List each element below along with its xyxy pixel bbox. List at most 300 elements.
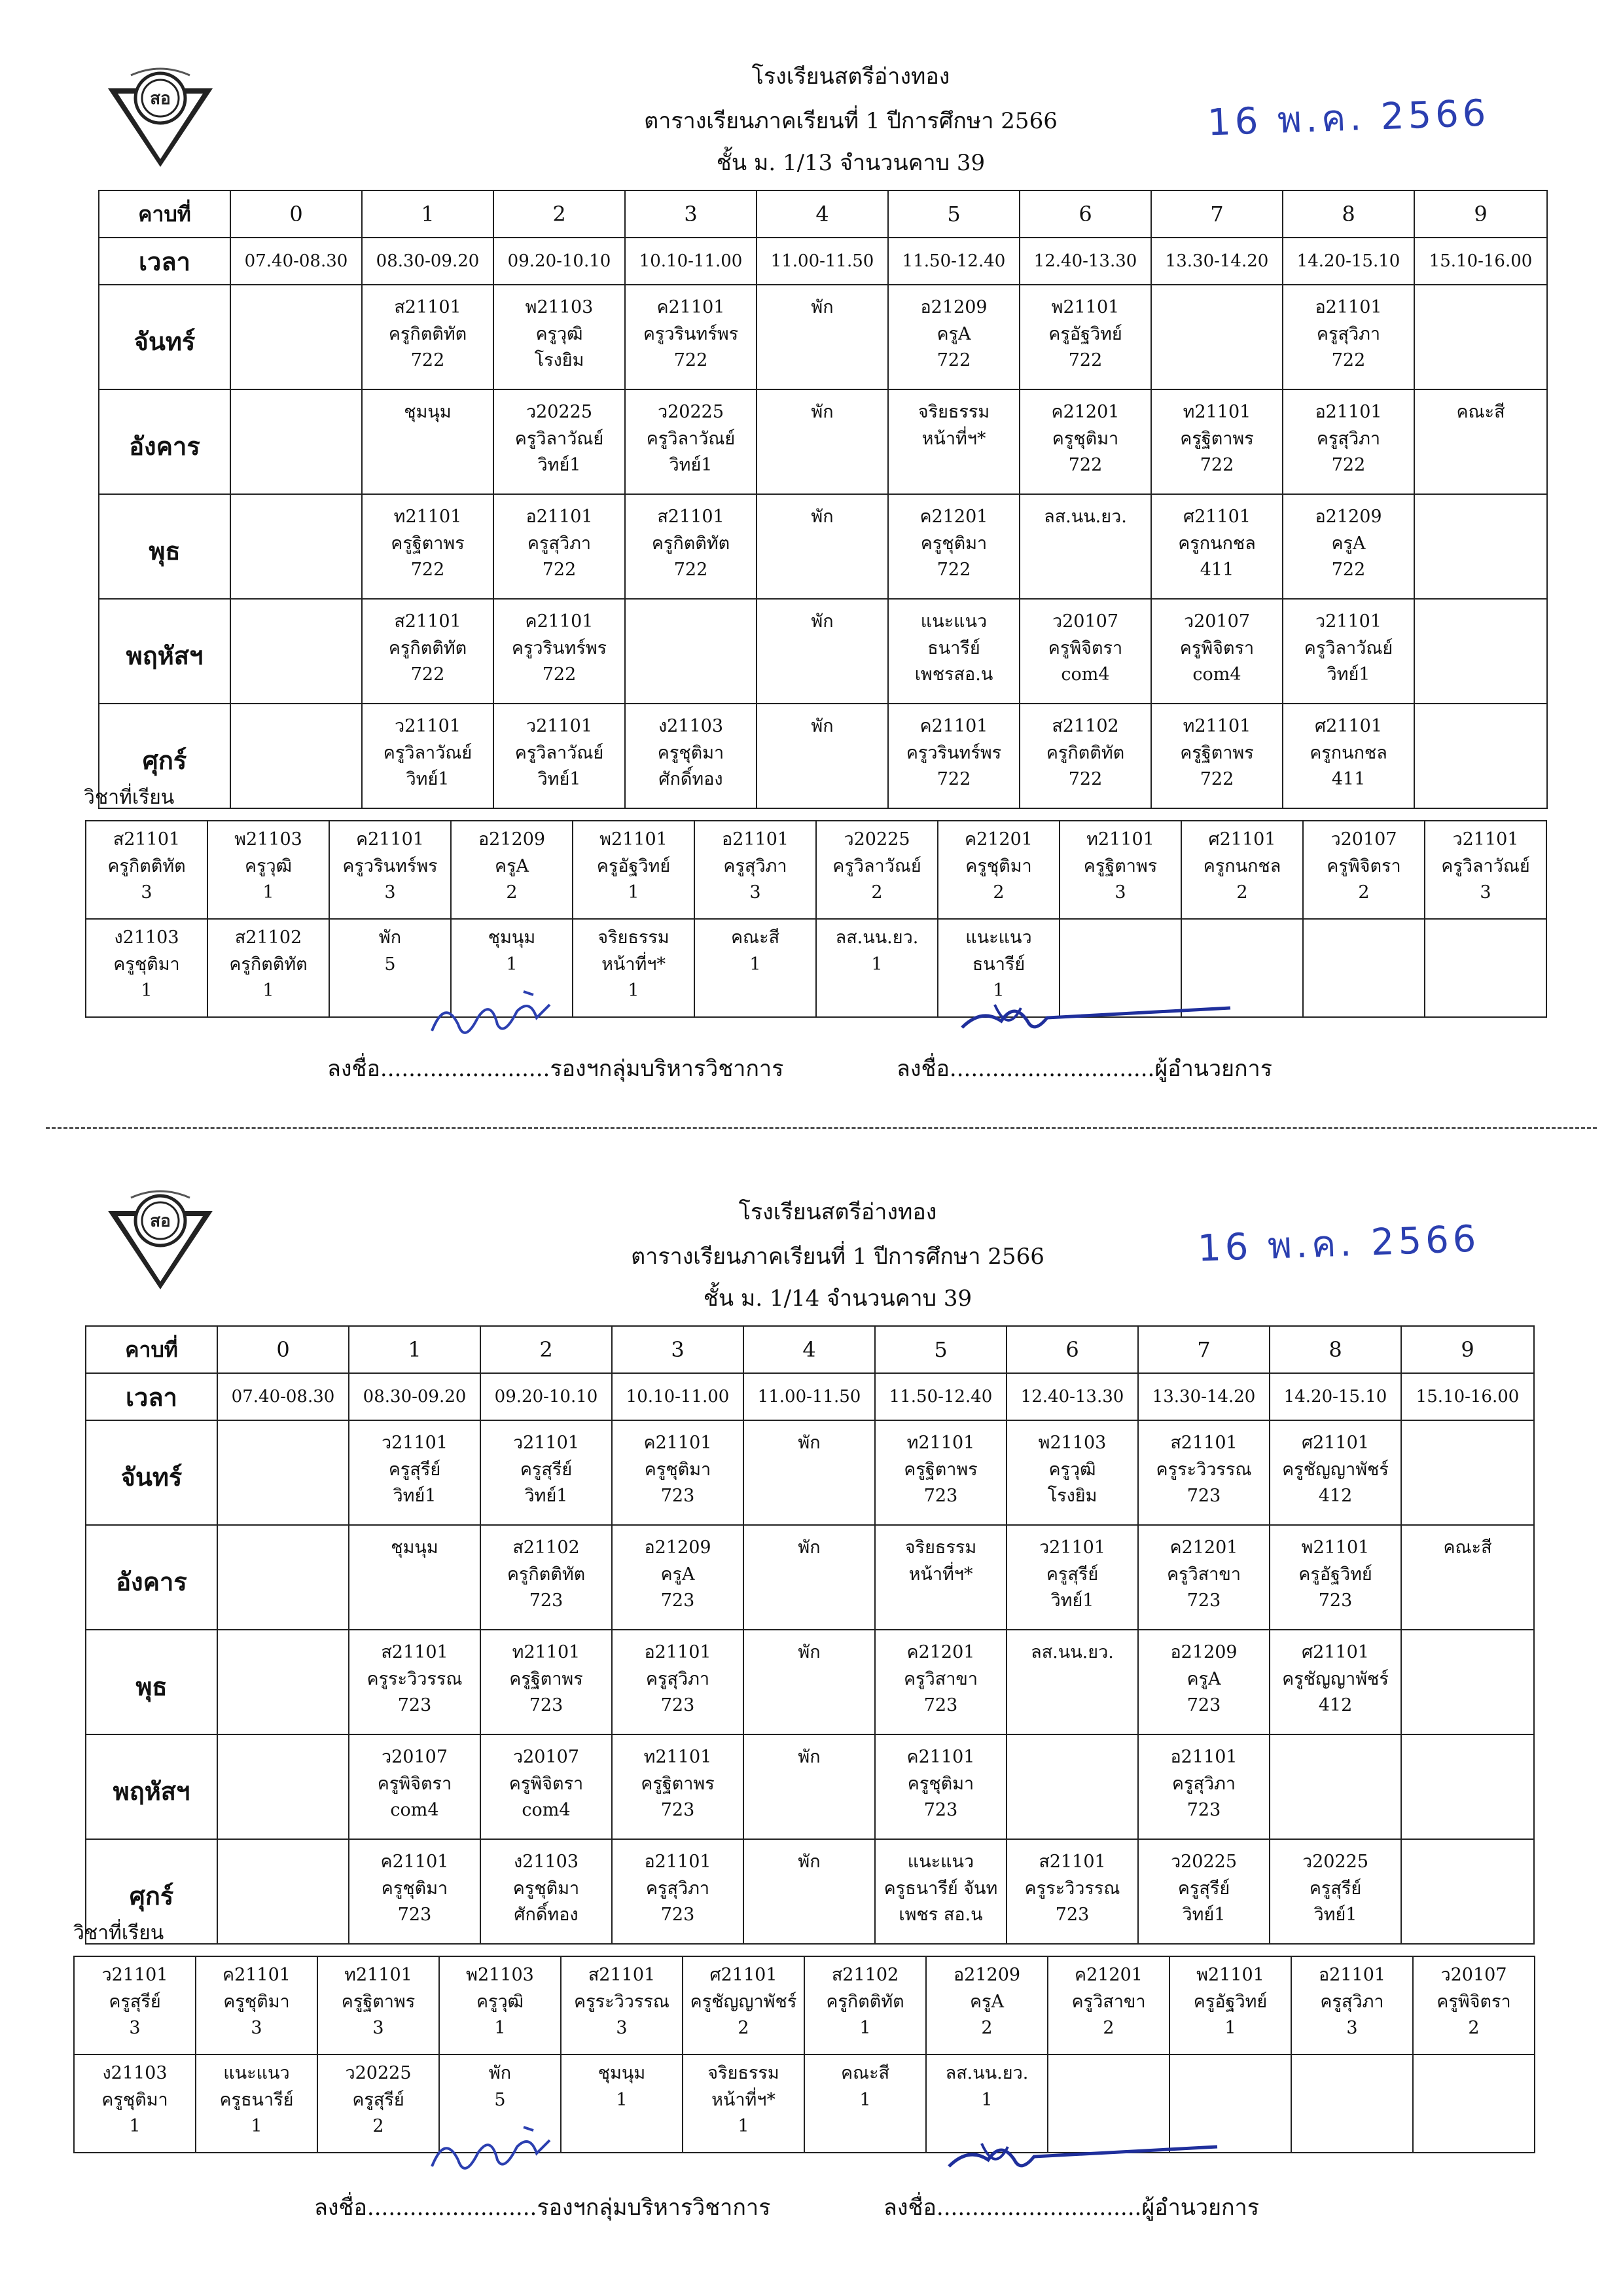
cell-text: ว21101 [1039,1537,1106,1558]
cell-text: ว20107 [512,1747,580,1767]
day-row [86,1420,1534,1525]
cell-text: 722 [542,664,577,685]
cell-text: ส21101 [394,297,461,317]
cell-text: ว20225 [1302,1852,1369,1872]
cell-text: ครูพิจิตรา [1048,637,1123,658]
period-number [757,190,888,238]
cell-text: ครูกิตติทัต [388,637,467,658]
cell-text: 3 [141,882,152,903]
cell-text: พัก [378,927,402,948]
subject-cell [804,1956,926,2054]
cell-text: ศ21101 [1301,1433,1370,1453]
cell-text: ธนารีย์ [972,954,1026,975]
schedule-cell [480,1630,612,1734]
schedule-cell [349,1734,480,1839]
schedule-cell [1414,494,1547,599]
cell-text: 722 [936,560,971,580]
cell-text: โรงยิม [534,350,584,370]
period-number [1270,1326,1401,1373]
cell-text: ท21101 [1183,716,1251,736]
cell-text: ส21101 [113,829,181,850]
subject-cell [694,919,816,1017]
schedule-cell [743,1734,875,1839]
term-title: ตารางเรียนภาคเรียนที่ 1 ปีการศึกษา 2566 [644,108,1058,134]
cell-text: ครูพิจิตรา [377,1773,452,1794]
director-signature [955,995,1237,1047]
cell-text: ครูชุติมา [113,954,180,975]
schedule-cell [230,389,362,494]
day-name [99,285,230,389]
cell-text: ครูชุติมา [1052,428,1119,449]
cell-text: อ21101 [1318,1965,1386,1985]
cell-text: ชุมนุม [404,402,452,422]
cell-text: 2 [981,2018,993,2038]
cell-text: 4 [815,202,829,226]
schedule-cell [612,1420,743,1525]
cell-text: ว21101 [1315,611,1382,632]
cell-text: com4 [1061,664,1110,685]
cell-text: ครูกิตติทัต [507,1564,586,1585]
schedule-cell [1270,1525,1401,1630]
cell-text: 722 [1068,769,1103,789]
cell-text: ครูพิจิตรา [1327,855,1401,876]
cell-text: 2 [1468,2018,1480,2038]
cell-text: ส21101 [394,611,461,632]
cell-text: ครูสุรีย์ [1177,1878,1230,1899]
time-slot [1138,1373,1270,1420]
cell-text: ครูฐิตาพร [1180,428,1254,449]
cell-text: เพชร สอ.น [899,1905,983,1925]
schedule-cell [757,704,888,808]
cell-text: ครูสุวิภา [723,855,787,876]
cell-text: ค21201 [965,829,1033,850]
school-name: โรงเรียนสตรีอ่างทอง [751,63,950,90]
schedule-cell [1414,599,1547,704]
cell-text: ค21101 [656,297,725,317]
cell-text: หน้าที่ฯ* [908,1564,973,1585]
cell-text: 1 [262,882,274,903]
cell-text: 723 [660,1800,695,1820]
cell-text: พ21103 [234,829,302,850]
cell-text: ครูฐิตาพร [509,1668,583,1689]
cell-text: เพชรสอ.น [914,664,993,685]
cell-text: 722 [1331,350,1366,370]
schedule-cell [1283,389,1414,494]
schedule-cell [1138,1525,1270,1630]
cell-text: วิทย์1 [1182,1905,1226,1925]
cell-text: 723 [660,1486,695,1506]
cell-text: ครูอัฐวิทย์ [1298,1564,1372,1585]
cell-text: ท21101 [344,1965,412,1985]
schedule-cell [757,599,888,704]
cell-text: ครูอัฐวิทย์ [1193,1991,1268,2012]
schedule-cell [362,704,493,808]
cell-text: 3 [129,2018,141,2038]
cell-text: หน้าที่ฯ* [601,954,666,975]
period-number [230,190,362,238]
cell-text: วิทย์1 [406,769,450,789]
cell-text: 7 [1197,1337,1211,1362]
cell-text: ค21201 [1051,402,1120,422]
cell-text: ศ21101 [1183,507,1251,527]
cell-text: ครูA [660,1564,695,1585]
cell-text: พ21101 [1301,1537,1370,1558]
day-row [99,285,1547,389]
date-stamp: 16 พ.ค. 2566 [1197,1217,1481,1270]
cell-text: 5 [384,954,396,975]
cell-text: ครูชุติมา [907,1773,974,1794]
subject-cell [1048,1956,1169,2054]
cell-text: 0 [289,202,303,226]
cell-text: 722 [410,664,445,685]
schedule-cell [1020,389,1151,494]
cell-text: 15.10-16.00 [1416,1386,1520,1407]
cell-text: 3 [1115,882,1126,903]
period-number [362,190,493,238]
cell-text: พุธ [135,1671,168,1701]
cell-text: 723 [660,1590,695,1611]
subject-cell [74,1956,196,2054]
cell-text: อังคาร [116,1566,187,1596]
cell-text: ครูชุติมา [512,1878,580,1899]
subject-cell [329,821,451,919]
cell-text: ธนารีย์ [927,637,980,658]
cell-text: 3 [251,2018,262,2038]
cell-text: ครูสุรีย์ [109,1991,161,2012]
schedule-cell [757,285,888,389]
cell-text: 723 [1186,1800,1221,1820]
cell-text: ครูชุติมา [657,742,724,763]
cell-text: ครูสุวิภา [645,1668,710,1689]
cell-text: ท21101 [906,1433,975,1453]
schedule-cell [493,494,625,599]
schedule-cell [757,389,888,494]
cell-text: พัก [488,2063,512,2083]
schedule-cell [888,285,1020,389]
cell-text: ครูสุวิภา [1316,323,1381,344]
schedule-cell [480,1420,612,1525]
cell-text: 1 [738,2116,749,2136]
cell-text: ครูกิตติทัต [1046,742,1125,763]
subject-cell [1303,919,1425,1017]
cell-text: 11.50-12.40 [902,251,1006,271]
cell-text: ว21101 [526,716,593,736]
cell-text: 722 [673,560,708,580]
time-slot [625,238,757,285]
cell-text: ท21101 [512,1642,580,1662]
cell-text: ว20225 [345,2063,412,2083]
cell-text: พัก [798,1433,821,1453]
subject-cell [196,1956,317,2054]
cell-text: ครูสุรีย์ [1046,1564,1099,1585]
cell-text: ว20225 [657,402,724,422]
cell-text: 722 [1068,455,1103,475]
cell-text: 1 [129,2116,141,2136]
cell-text: ครูสุรีย์ [520,1459,573,1480]
cell-text: ครูวิสาขา [1167,1564,1241,1585]
director-sign-line: ลงชื่อ.............................ผู้อำนวยการ [883,2195,1259,2221]
cell-text: ครูพิจิตรา [1436,1991,1511,2012]
schedule-cell [1151,285,1283,389]
cell-text: ค21101 [356,829,424,850]
cell-text: 723 [529,1590,563,1611]
cell-text: อ21101 [1315,297,1382,317]
cell-text: วิทย์1 [537,455,581,475]
timetable [85,1325,1535,1945]
cell-text: 1 [628,980,639,1001]
cell-text: ส21102 [512,1537,580,1558]
cell-text: ว21101 [394,716,461,736]
vice-director-sign-line: ลงชื่อ........................รองฯกลุ่มบริหารวิชาการ [327,1056,784,1082]
cell-text: ลส.นน.ยว. [945,2063,1029,2083]
cell-text: 13.30-14.20 [1152,1386,1256,1407]
schedule-cell [1138,1630,1270,1734]
cell-text: ครูระวิวรรณ [574,1991,669,2012]
cell-text: ครูA [969,1991,1005,2012]
day-name [86,1630,217,1734]
time-slot [1270,1373,1401,1420]
cell-text: ครูอัฐวิทย์ [1048,323,1122,344]
schedule-cell [1007,1420,1138,1525]
schedule-cell [1401,1630,1534,1734]
term-title: ตารางเรียนภาคเรียนที่ 1 ปีการศึกษา 2566 [631,1244,1044,1270]
cell-text: ค21101 [643,1433,712,1453]
time-header-row [86,1373,1534,1420]
schedule-cell [1414,285,1547,389]
schedule-cell [1020,704,1151,808]
cell-text: ว21101 [512,1433,580,1453]
schedule-cell [875,1839,1007,1944]
subject-cell [1169,1956,1291,2054]
cell-text: ว20107 [381,1747,448,1767]
cell-text: ครูพิจิตรา [1179,637,1255,658]
cell-text: ครูชุติมา [920,533,988,554]
director-signature [942,2134,1224,2186]
cell-text: 723 [923,1695,958,1715]
schedule-cell [743,1420,875,1525]
cell-text: ครูสุวิภา [645,1878,710,1899]
cell-text: 3 [1480,882,1491,903]
cell-text: ครูสุวิภา [527,533,592,554]
cell-text: 11.00-11.50 [770,251,874,271]
cell-text: ครูวุฒิ [1048,1459,1096,1480]
cell-text: com4 [390,1800,439,1820]
cell-text: ครูกิตติทัต [107,855,186,876]
cell-text: อ21101 [526,507,593,527]
subjects-table [85,820,1547,1018]
schedule-cell [743,1525,875,1630]
subject-cell [1303,821,1425,919]
schedule-cell [875,1420,1007,1525]
cell-text: ศุกร์ [142,745,187,775]
cell-text: คณะสี [1456,402,1505,422]
cell-text: ครูสุรีย์ [388,1459,441,1480]
cell-text: 1 [494,2018,506,2038]
cell-text: ค21101 [919,716,988,736]
schedule-cell [1138,1839,1270,1944]
day-row [86,1630,1534,1734]
subject-cell [1291,2054,1413,2153]
subjects-title: วิชาที่เรียน [84,786,175,809]
day-name [99,494,230,599]
period-number [625,190,757,238]
schedule-cell [217,1734,349,1839]
time-slot [1401,1373,1534,1420]
schedule-cell [1007,1525,1138,1630]
schedule-cell [875,1630,1007,1734]
day-row [99,389,1547,494]
cell-text: 723 [397,1905,432,1925]
cell-text: 722 [1331,560,1366,580]
cell-text: ครูระวิวรรณ [1024,1878,1120,1899]
cell-text: 722 [410,350,445,370]
schedule-cell [217,1839,349,1944]
subject-cell [816,821,938,919]
cell-text: 2 [1236,882,1248,903]
cell-text: ลส.นน.ยว. [835,927,919,948]
cell-text: 3 [1346,2018,1358,2038]
cell-text: อ21101 [644,1642,711,1662]
cell-text: ครูฐิตาพร [1180,742,1254,763]
cell-text: ครูA [1186,1668,1221,1689]
cell-text: คาบที่ [125,1337,178,1362]
subject-cell [573,919,694,1017]
schedule-cell [1151,494,1283,599]
cell-text: 2 [506,882,518,903]
cell-text: 723 [660,1695,695,1715]
cell-text: ว20107 [1440,1965,1507,1985]
cell-text: 10.10-11.00 [626,1386,730,1407]
subject-cell [1413,1956,1535,2054]
schedule-cell [349,1525,480,1630]
cell-text: ครูสุวิภา [1171,1773,1236,1794]
cell-text: ครูวิลาวัณย์ [514,428,604,449]
subject-cell [207,821,329,919]
cell-text: 12.40-13.30 [1033,251,1137,271]
schedule-cell [875,1525,1007,1630]
cell-text: ศ21101 [709,1965,777,1985]
cell-text: พัก [811,402,834,422]
schedule-cell [743,1630,875,1734]
time-label [86,1373,217,1420]
schedule-cell [888,494,1020,599]
subject-cell [561,2054,683,2153]
time-slot [1414,238,1547,285]
cell-text: 6 [1065,1337,1079,1362]
cell-text: ศุกร์ [129,1880,174,1910]
cell-text: โรงยิม [1047,1486,1097,1506]
cell-text: ครูวิลาวัณย์ [1441,855,1530,876]
cell-text: พัก [798,1642,821,1662]
cell-text: 2 [372,2116,384,2136]
time-slot [362,238,493,285]
subjects-row [74,2054,1535,2153]
cell-text: 1 [408,1337,421,1362]
schedule-sheet-1 [0,0,1623,1126]
cell-text: 723 [1055,1905,1090,1925]
cell-text: 6 [1079,202,1092,226]
cell-text: 3 [671,1337,685,1362]
cell-text: ชุมนุม [488,927,536,948]
subject-cell [1181,821,1303,919]
cell-text: ท21101 [1183,402,1251,422]
cell-text: วิทย์1 [669,455,713,475]
cell-text: 3 [384,882,396,903]
cell-text: ครูกนกชล [1178,533,1256,554]
day-name [99,599,230,704]
cell-text: วิทย์1 [1327,664,1370,685]
subject-cell [207,919,329,1017]
cell-text: ส21102 [234,927,302,948]
cell-text: 723 [1186,1695,1221,1715]
subjects-title: วิชาที่เรียน [73,1922,164,1945]
time-slot [1020,238,1151,285]
cell-text: 4 [802,1337,816,1362]
cell-text: 2 [993,882,1005,903]
cell-text: ว21101 [1452,829,1519,850]
cell-text: ชุมนุม [391,1537,438,1558]
cell-text: ค21201 [919,507,988,527]
cell-text: 5 [494,2089,506,2110]
schedule-cell [493,389,625,494]
schedule-cell [493,599,625,704]
cell-text: 14.20-15.10 [1296,251,1400,271]
cell-text: 11.50-12.40 [889,1386,993,1407]
cell-text: พ21103 [1038,1433,1107,1453]
cell-text: ครูสุรีย์ [1309,1878,1362,1899]
subject-cell [86,821,207,919]
cell-text: ครูวรินทร์พร [643,323,739,344]
cell-text: อ21209 [920,297,988,317]
cell-text: 8 [1329,1337,1342,1362]
director-sign-line: ลงชื่อ.............................ผู้อำนวยการ [897,1056,1272,1082]
cell-text: ครูฐิตาพร [391,533,465,554]
cell-text: อ21209 [478,829,546,850]
cell-text: วิทย์1 [393,1486,437,1506]
cell-text: 07.40-08.30 [231,1386,335,1407]
cell-text: 9 [1461,1337,1474,1362]
cell-text: ส21101 [1039,1852,1106,1872]
cell-text: อ21209 [644,1537,711,1558]
cell-text: 5 [934,1337,948,1362]
cell-text: 2 [871,882,883,903]
cell-text: 1 [871,954,883,975]
period-number [1414,190,1547,238]
subjects-row [86,919,1546,1017]
period-number [1283,190,1414,238]
subject-cell [816,919,938,1017]
cell-text: ศ21101 [1208,829,1276,850]
cell-text: หน้าที่ฯ* [711,2089,776,2110]
cell-text: ครูชัญญาพัชร์ [1282,1668,1389,1689]
cell-text: อ21101 [721,829,789,850]
schedule-cell [493,285,625,389]
cell-text: ครูชุติมา [223,1991,290,2012]
subject-cell [1413,2054,1535,2153]
cell-text: ครูวรินทร์พร [906,742,1002,763]
schedule-cell [480,1839,612,1944]
cell-text: 723 [1186,1590,1221,1611]
schedule-sheet-2 [0,1136,1623,2261]
cell-text: ส21101 [381,1642,448,1662]
schedule-cell [612,1839,743,1944]
cell-text: จริยธรรม [707,2063,779,2083]
subject-cell [804,2054,926,2153]
time-slot [217,1373,349,1420]
cell-text: คณะสี [1443,1537,1492,1558]
period-number [480,1326,612,1373]
cell-text: ครูธนารีย์ [219,2089,294,2110]
